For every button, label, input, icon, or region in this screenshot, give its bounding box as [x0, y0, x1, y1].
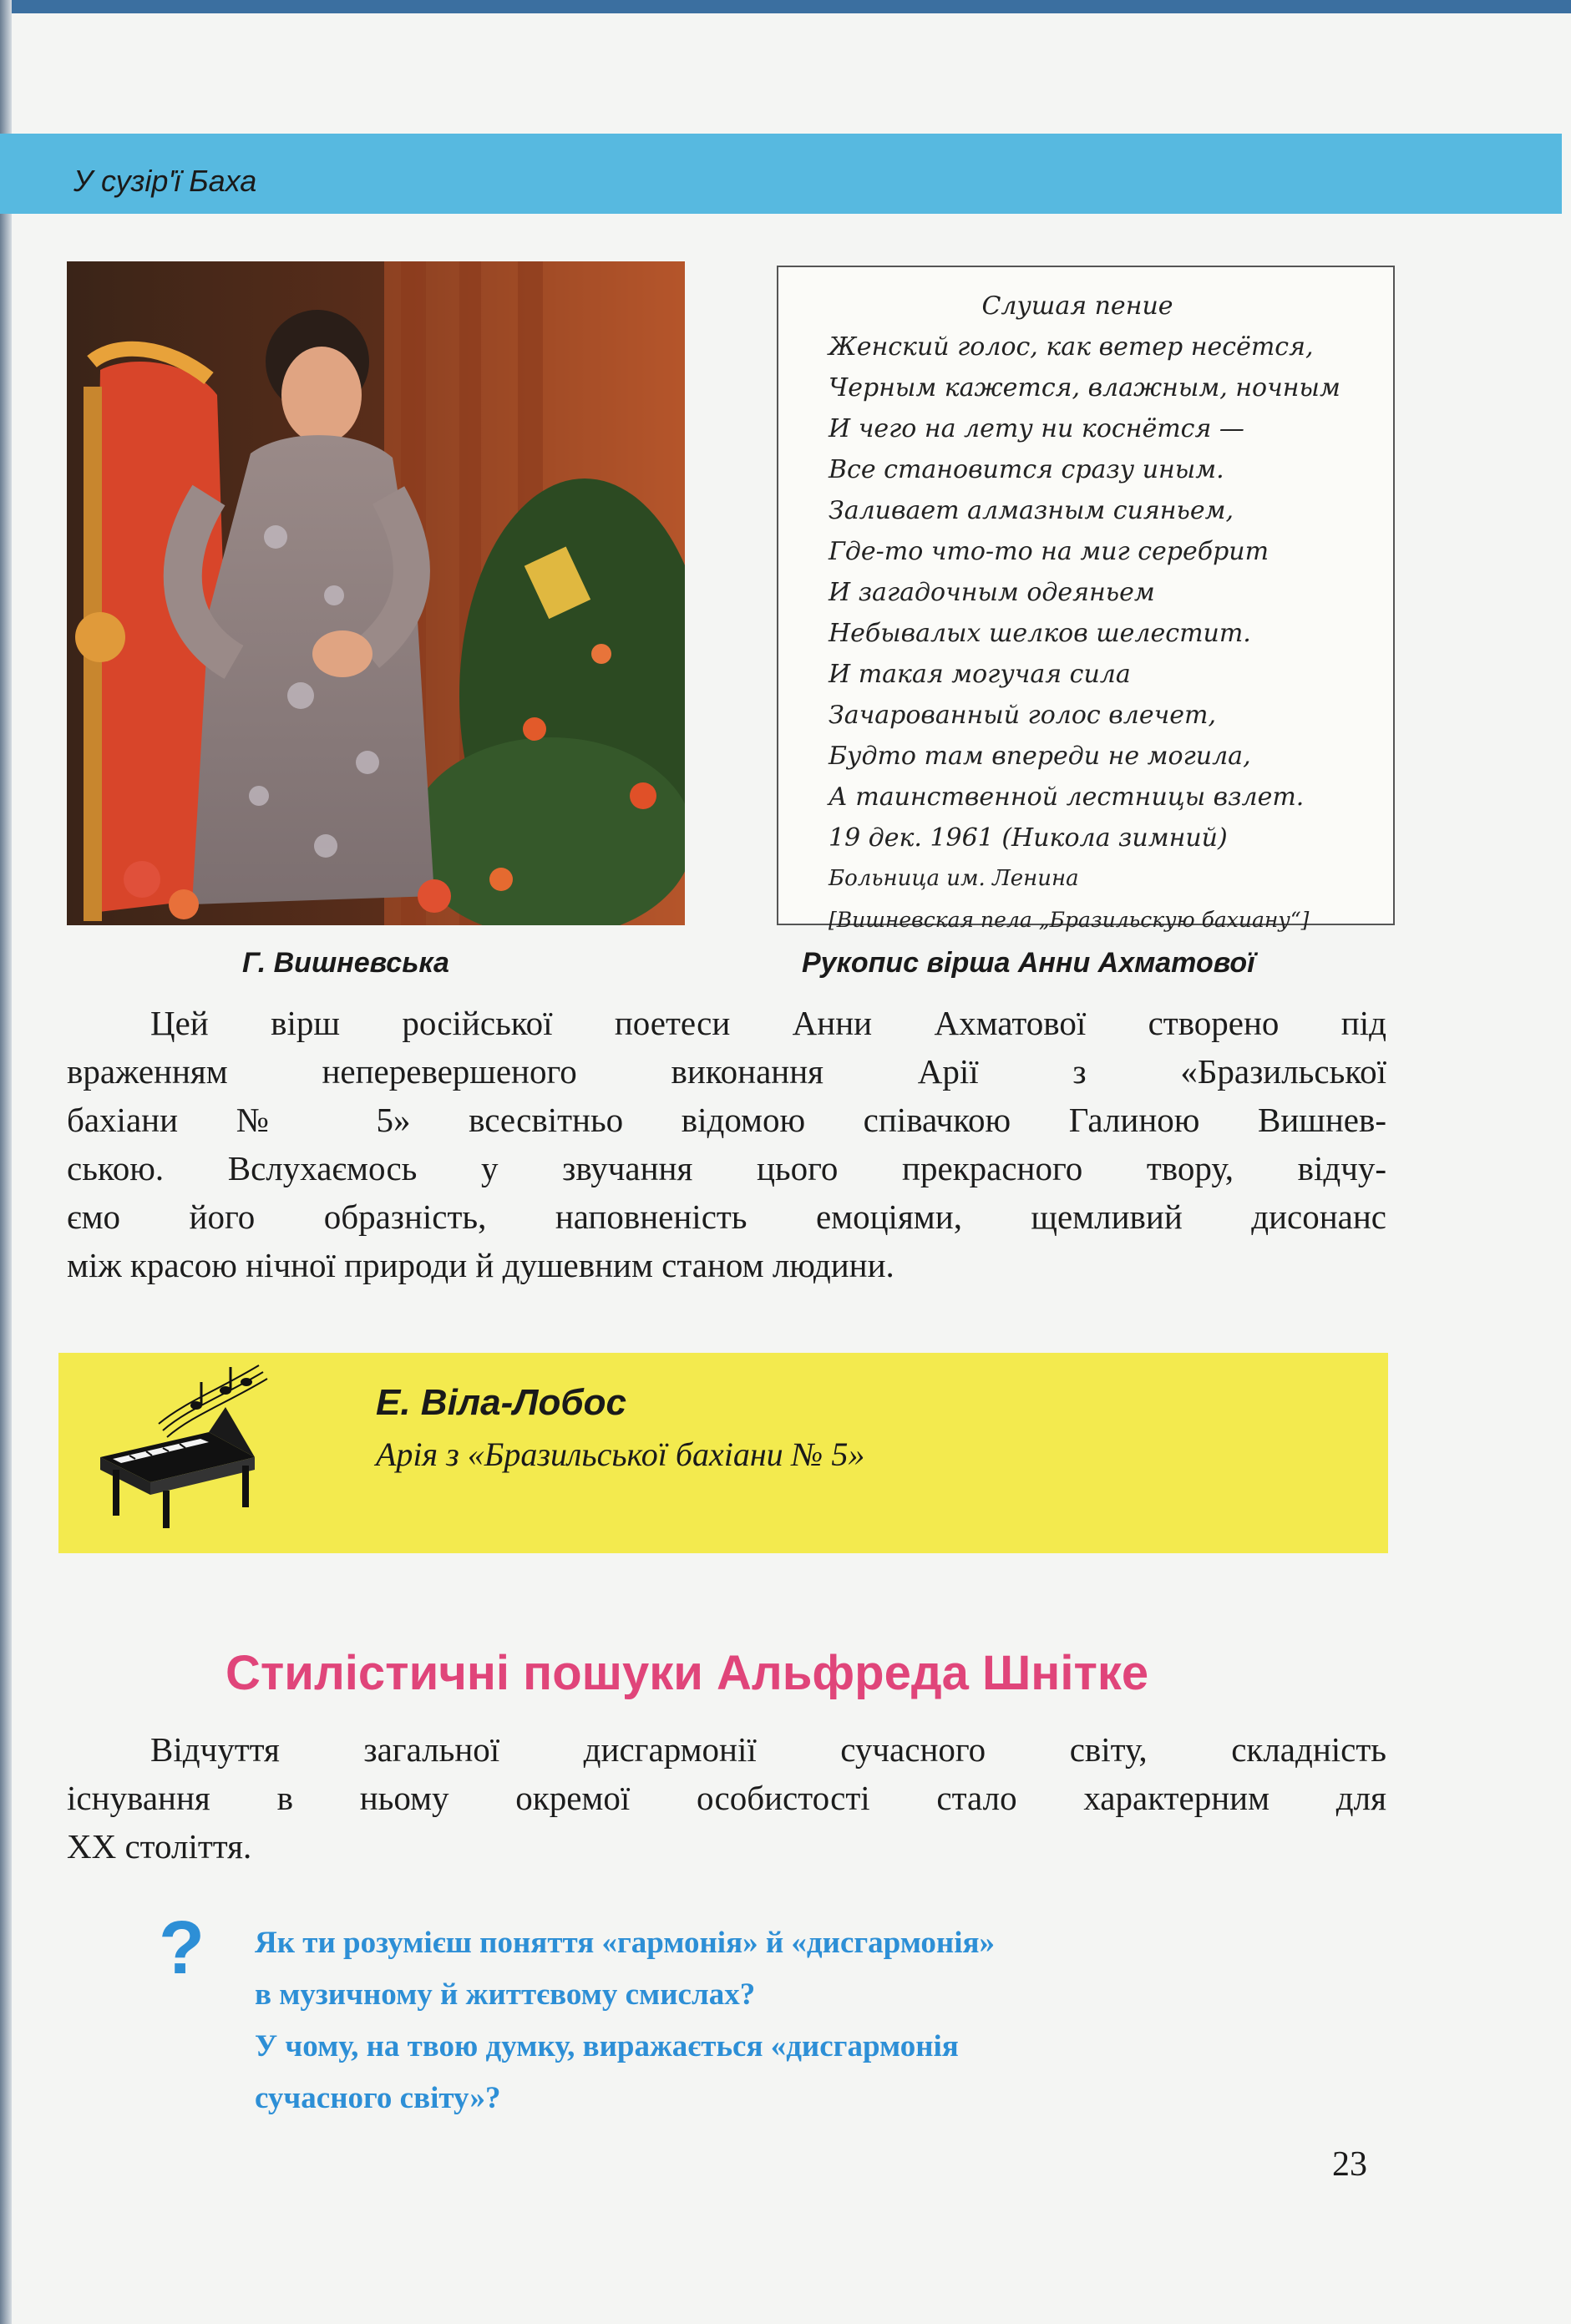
manuscript-line: Черным кажется, влажным, ночным — [829, 373, 1340, 403]
question-line: в музичному й життєвому смислах? — [255, 1977, 756, 2012]
manuscript-line: 19 дек. 1961 (Никола зимний) — [829, 823, 1228, 853]
manuscript-line: И такая могучая сила — [829, 660, 1131, 689]
photo-caption: Г. Вишневська — [242, 947, 449, 979]
page-edge-shadow — [0, 0, 12, 2324]
paragraph-line: існування в ньому окремої особистості стало характерним для — [67, 1779, 1386, 1817]
manuscript-line: Зачарованный голос влечет, — [829, 701, 1216, 730]
paragraph-line: між красою нічної природи й душевним станом людини. — [67, 1246, 894, 1284]
question-mark-icon: ? — [159, 1906, 205, 1990]
music-work-title: Арія з «Бразильської бахіани № 5» — [376, 1435, 865, 1473]
manuscript-line: Женский голос, как ветер несётся, — [829, 332, 1314, 362]
manuscript-line: Слушая пение — [981, 291, 1173, 321]
vishnevska-photo — [67, 261, 685, 925]
question-line: Як ти розумієш поняття «гармонія» й «дисгармонія» — [255, 1926, 996, 1960]
question-line: сучасного світу»? — [255, 2081, 501, 2115]
page-number: 23 — [1332, 2145, 1367, 2184]
manuscript-line: Больница им. Ленина — [829, 866, 1079, 891]
paragraph-line: ємо його образність, наповненість емоціями, щемливий дисонанс — [67, 1197, 1386, 1236]
manuscript-text — [829, 286, 1376, 940]
section-title: Стилістичні пошуки Альфреда Шнітке — [226, 1646, 1149, 1700]
paragraph-line: бахіани № 5» всесвітньо відомою співачкою Галиною Вишнев- — [67, 1101, 1386, 1139]
manuscript-line: Небывалых шелков шелестит. — [829, 619, 1251, 648]
manuscript-line: И загадочным одеяньем — [829, 578, 1155, 607]
composer-name: Е. Віла-Лобос — [376, 1382, 626, 1423]
portrait-image — [67, 261, 685, 925]
manuscript-line: Заливает алмазным сияньем, — [829, 496, 1234, 525]
akhmatova-manuscript — [777, 266, 1395, 932]
paragraph-line: Відчуття загальної дисгармонії сучасного світу, складність — [150, 1730, 1386, 1769]
manuscript-line: И чего на лету ни коснётся — — [829, 414, 1244, 443]
section-paragraph — [67, 1725, 1386, 1871]
top-border — [0, 0, 1571, 13]
manuscript-line: Будто там впереди не могила, — [829, 742, 1251, 771]
manuscript-caption: Рукопис вірша Анни Ахматової — [802, 947, 1255, 979]
question-line: У чому, на твою думку, виражається «дисгармонія — [255, 2029, 959, 2063]
paragraph-line: ХХ століття. — [67, 1827, 252, 1866]
paragraph-line: враженням неперевершеного виконання Арії з «Бразильської — [67, 1052, 1386, 1091]
header-title: У сузір'ї Баха — [73, 164, 257, 198]
paragraph-line: Цей вірш російської поетеси Анни Ахматової створено під — [150, 1004, 1386, 1042]
piano-icon — [84, 1357, 271, 1532]
manuscript-line: А таинственной лестницы взлет. — [829, 782, 1305, 812]
manuscript-line: Где-то что-то на миг серебрит — [829, 537, 1269, 566]
questions-block — [255, 1917, 1407, 2124]
manuscript-line: Все становится сразу иным. — [829, 455, 1224, 484]
intro-paragraph — [67, 999, 1386, 1289]
paragraph-line: ською. Вслухаємось у звучання цього прекрасного твору, відчу- — [67, 1149, 1386, 1187]
manuscript-line: [Вишневская пела „Бразильскую бахиану“] — [829, 908, 1310, 932]
